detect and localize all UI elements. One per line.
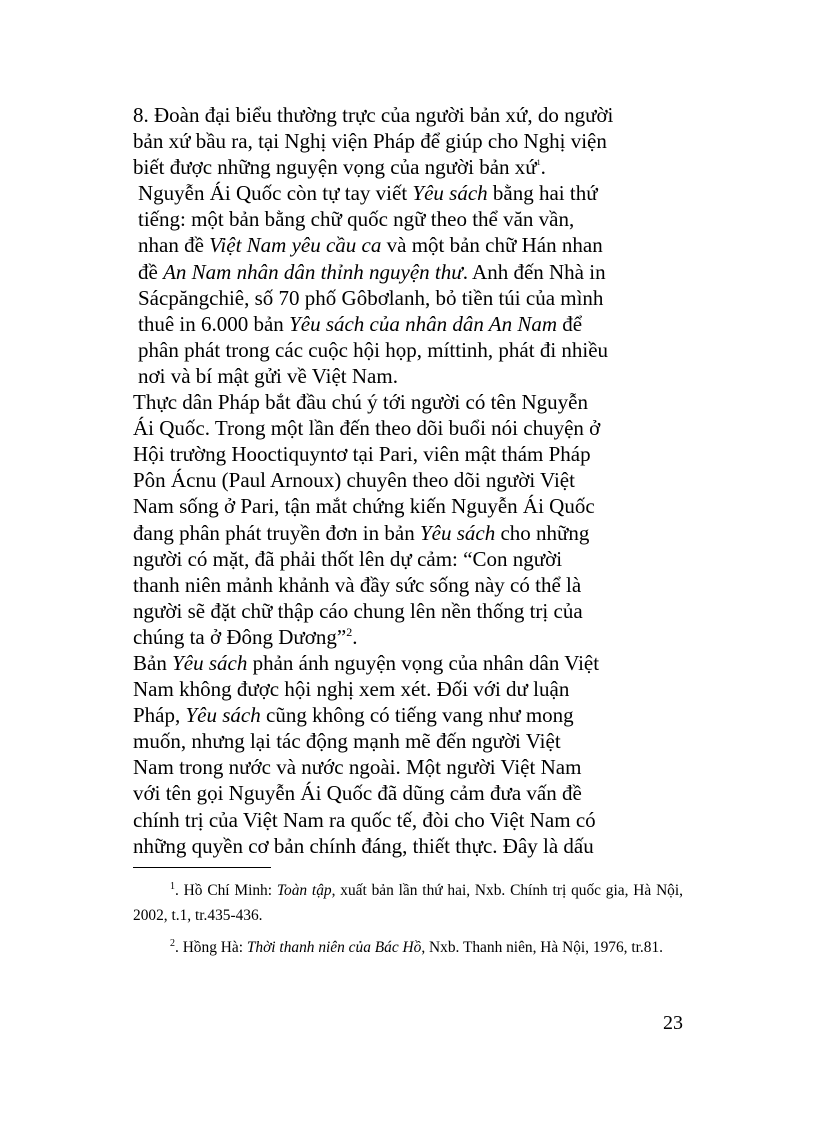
footnote-divider [133,867,271,868]
text-run: đề [138,259,164,284]
text-run: những quyền cơ bản chính đáng, thiết thực. Đây là dấu [133,833,594,858]
text-run: thanh niên mảnh khảnh và đầy sức sống này có thể là [133,572,582,597]
text-line [133,102,683,128]
footnote-2 [133,935,683,961]
italic-title: Yêu sách [412,181,488,206]
italic-title: Yêu sách [185,703,261,728]
text-line [138,206,683,232]
text-run: Bản [133,650,173,675]
text-line [133,441,683,467]
text-line [133,676,683,702]
italic-title: Yêu sách [419,520,496,545]
text-run: bằng hai thứ [487,181,598,206]
footnote-text: , xuất bản lần thứ hai, Nxb. Chính trị quốc gia, Hà Nội, 2002, t.1, tr.435-436. [133,881,684,925]
text-run: . [352,624,358,649]
text-line [133,415,683,441]
text-run: với tên gọi Nguyễn Ái Quốc đã dũng cảm đưa vấn đề [133,781,582,806]
footnote-reference: 2 [346,624,353,639]
text-line [138,337,683,363]
text-line [133,833,683,859]
text-line [133,624,683,650]
text-line [133,520,683,546]
text-run: Pháp, [133,703,186,728]
footnote-number: 1 [170,880,175,892]
footnote-text: , Nxb. Thanh niên, Hà Nội, 1976, tr.81. [421,938,663,956]
text-line [133,650,683,676]
footnote-source-title: Thời thanh niên của Bác Hồ [246,938,422,956]
text-run: Sácpăngchiê, số 70 phố Gôbơlanh, bỏ tiền túi của mình [138,285,604,310]
text-line [133,572,683,598]
text-run: phản ánh nguyện vọng của nhân dân Việt [247,650,600,675]
italic-title: Yêu sách [172,650,248,675]
footnote-number: 2 [170,937,175,949]
footnote-text: . Hồ Chí Minh: [175,881,277,899]
text-run: Hội trường Hooctiquyntơ tại Pari, viên mật thám Pháp [133,442,591,467]
text-run: Nam không được hội nghị xem xét. Đối với dư luận [133,677,570,702]
text-run: nhan đề [138,233,210,258]
text-run: . [540,155,546,180]
text-run: nơi và bí mật gửi về Việt Nam. [138,363,398,388]
text-line [133,702,683,728]
footnote-1 [133,878,683,929]
text-run: để [557,311,583,336]
text-run: người sẽ đặt chữ thập cáo chung lên nền thống trị của [133,598,583,623]
footnotes [133,878,683,961]
italic-title: Yêu sách của nhân dân An Nam [289,311,557,336]
text-run: thuê in 6.000 bản [138,311,290,336]
text-line [138,311,683,337]
footnote-source-title: Toàn tập [276,881,332,899]
body-text [133,102,683,859]
paragraph [133,180,683,389]
footnote-text: . Hồng Hà: [175,938,247,956]
text-run: bản xứ bầu ra, tại Nghị viện Pháp để giúp cho Nghị viện [133,129,607,154]
text-run: Nam sống ở Pari, tận mắt chứng kiến Nguyễn Ái Quốc [133,494,595,519]
text-line [133,154,683,180]
text-line [133,493,683,519]
text-line [133,128,683,154]
text-line [133,467,683,493]
text-run: Pôn Ácnu (Paul Arnoux) chuyên theo dõi người Việt [133,468,575,493]
text-line [138,232,683,258]
text-line [133,754,683,780]
text-run: Ái Quốc. Trong một lần đến theo dõi buổi nói chuyện ở [133,416,601,441]
page-content [133,102,683,960]
text-run: biết được những nguyện vọng của người bản xứ [133,155,537,180]
text-line [133,728,683,754]
text-line [133,807,683,833]
text-run: phân phát trong các cuộc hội họp, míttinh, phát đi nhiều [138,337,609,362]
text-run: người có mặt, đã phải thốt lên dự cảm: “Con người [133,546,563,571]
italic-title: Việt Nam yêu cầu ca [209,233,382,258]
text-run: chúng ta ở Đông Dương” [133,624,347,649]
text-run: Thực dân Pháp bắt đầu chú ý tới người có tên Nguyễn [133,390,588,415]
footnote-reference: 1 [536,158,541,168]
paragraph [133,650,683,859]
text-run: cũng không có tiếng vang như mong [260,703,574,728]
text-line [138,180,683,206]
paragraph [133,389,683,650]
page-number: 23 [663,1012,683,1034]
text-line [138,363,683,389]
text-run: chính trị của Việt Nam ra quốc tế, đòi cho Việt Nam có [133,807,596,832]
text-run: cho những [495,520,590,545]
text-run: tiếng: một bản bằng chữ quốc ngữ theo thể văn vần, [138,207,575,232]
italic-title: An Nam nhân dân thỉnh nguyện thư [163,259,463,284]
text-line [133,598,683,624]
text-run: đang phân phát truyền đơn in bản [133,520,420,545]
text-line [138,259,683,285]
text-run: . Anh đến Nhà in [462,259,606,284]
text-run: Nguyễn Ái Quốc còn tự tay viết [138,181,413,206]
text-line [138,285,683,311]
text-run: muốn, nhưng lại tác động mạnh mẽ đến người Việt [133,729,561,754]
text-run: 8. Đoàn đại biểu thường trực của người bản xứ, do người [133,103,614,127]
paragraph [133,102,683,180]
text-run: Nam trong nước và nước ngoài. Một người Việt Nam [133,755,582,780]
text-line [133,780,683,806]
text-run: và một bản chữ Hán nhan [381,233,603,258]
text-line [133,546,683,572]
text-line [133,389,683,415]
